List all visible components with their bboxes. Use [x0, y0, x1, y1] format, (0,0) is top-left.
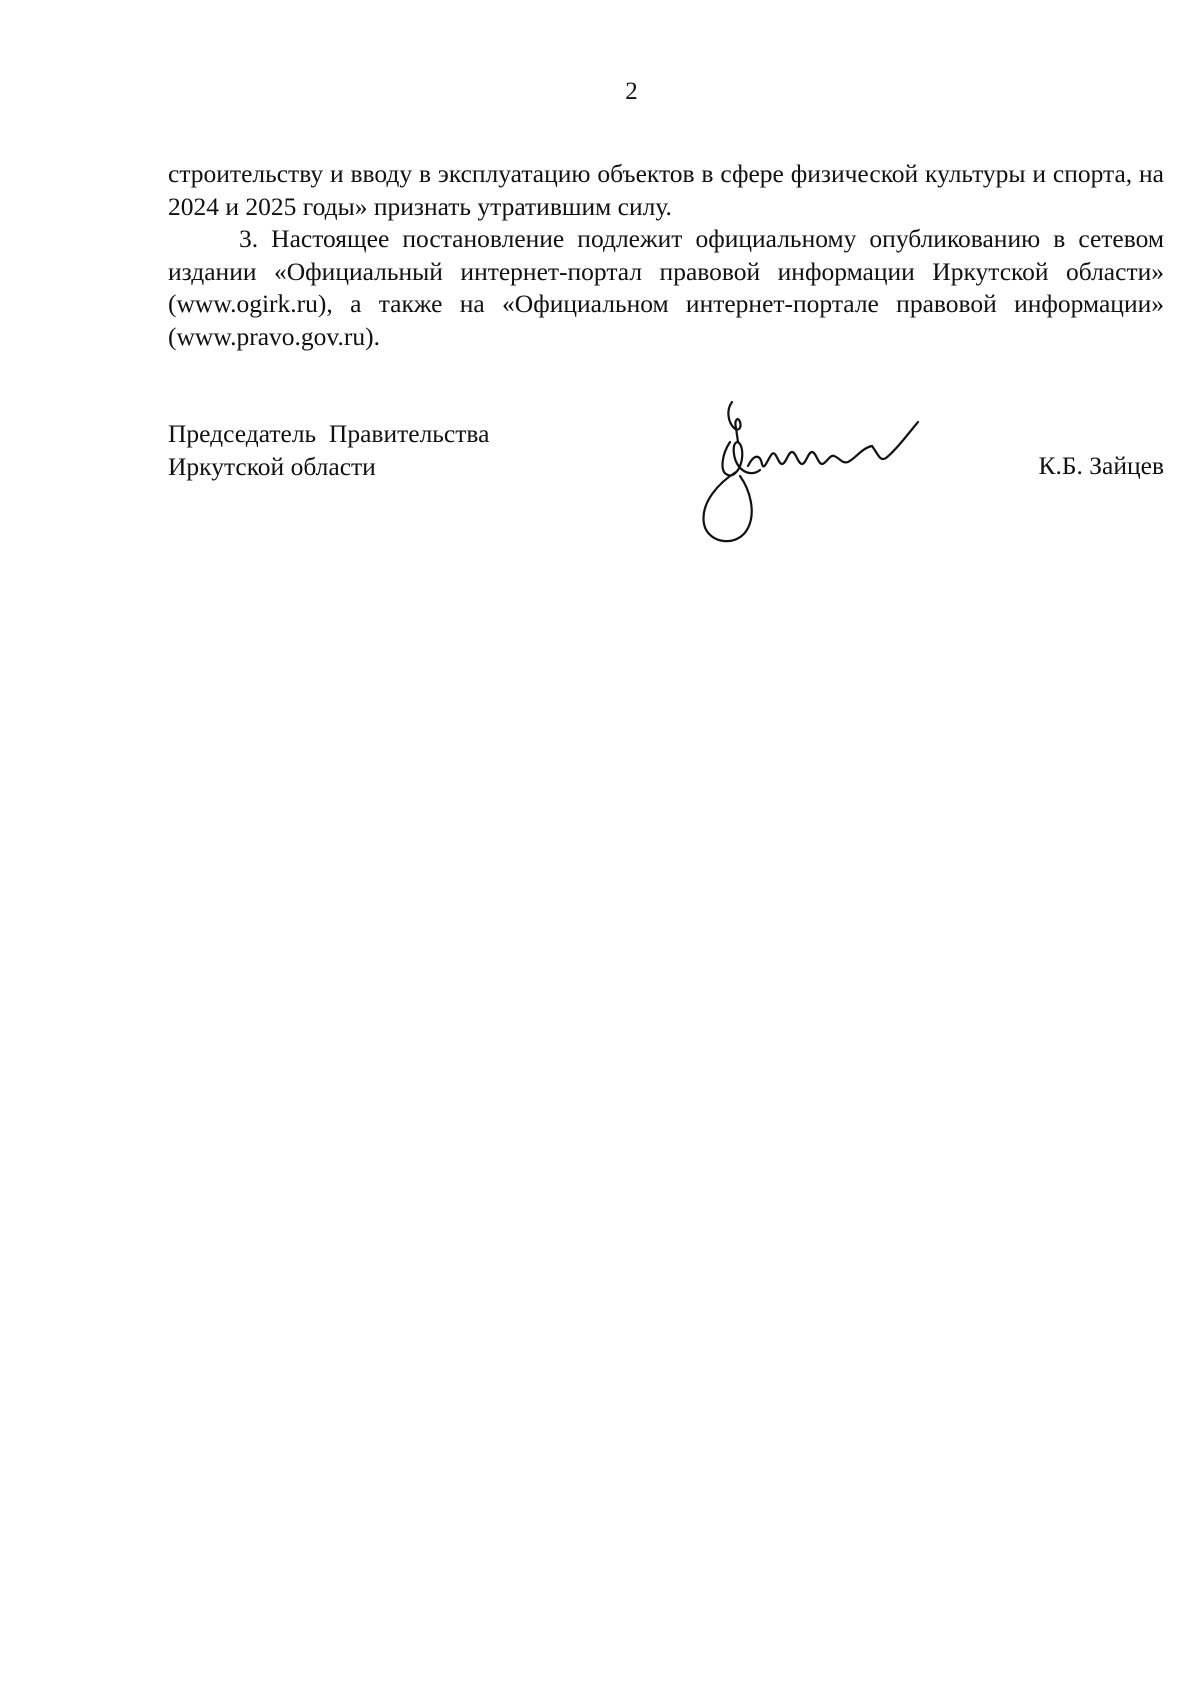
- document-body: [168, 158, 1164, 353]
- page-number: 2: [625, 78, 638, 105]
- paragraph-3: 3. Настоящее постановление подлежит официальному опубликованию в сетевом издании «Официальный интернет-портал правовой информации Иркутской области» (www.ogirk.ru), а также на «Официальном интернет-портале правовой информации» (www.pravo.gov.ru).: [168, 224, 1164, 351]
- signatory-position-line1: Председатель Правительства: [168, 419, 490, 448]
- signatory-name: К.Б. Зайцев: [1038, 451, 1164, 480]
- handwritten-signature: [690, 398, 950, 548]
- signature-graphic: [690, 398, 950, 548]
- signatory-position: [168, 418, 489, 483]
- signatory-position-line2: Иркутской области: [168, 451, 376, 481]
- paragraph-continuation: строительству и вводу в эксплуатацию объектов в сфере физической культуры и спорта, на 2024 и 2025 годы» признать утратившим силу.: [168, 159, 1164, 221]
